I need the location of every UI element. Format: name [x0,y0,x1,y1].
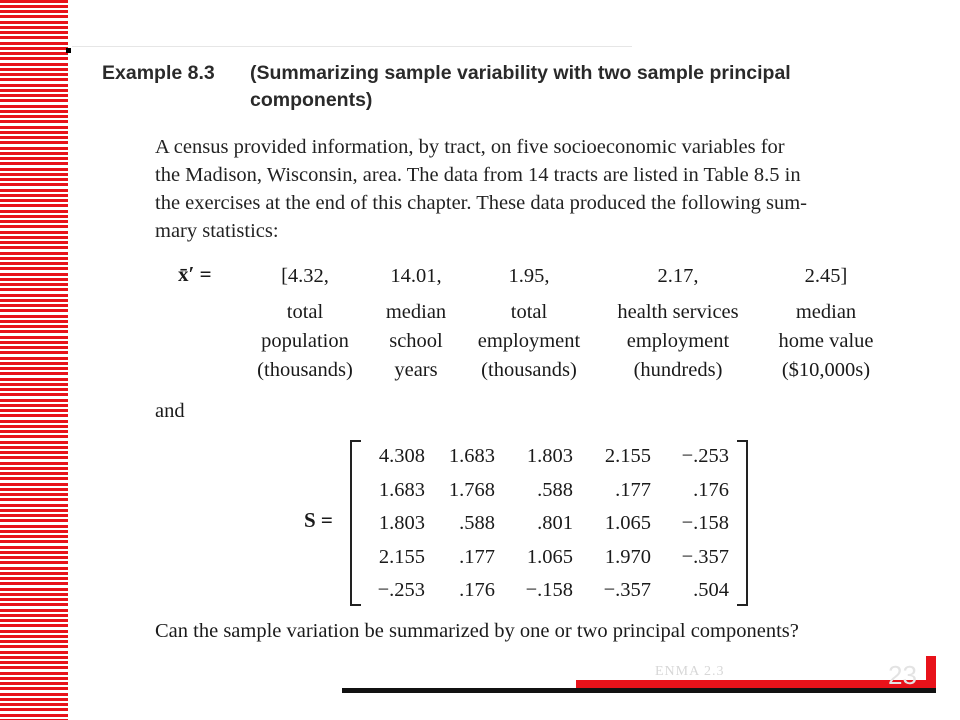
mean-value: 14.01, [390,265,442,287]
top-rule [72,46,632,47]
covariance-symbol: S = [304,508,333,532]
example-number: Example 8.3 [102,62,215,84]
corner-marker [66,48,71,53]
matrix-cell: 1.970 [604,545,651,568]
intro-line: mary statistics: [155,220,279,242]
intro-line: A census provided information, by tract, on five socioeconomic variables for [155,136,785,158]
footer-rule [342,688,936,693]
example-title: (Summarizing sample variability with two sample principal components) [250,62,791,111]
matrix-cell: 1.683 [448,445,495,467]
mean-desc: employment [477,330,581,352]
mean-desc: health services [617,301,739,323]
mean-desc: years [394,359,438,381]
matrix-cell: −.357 [681,545,729,568]
matrix-row [361,574,729,608]
page-number: 23 [888,660,917,690]
mean-vector-symbol: x̄′ = [178,262,212,286]
mean-desc: median [385,301,447,323]
matrix-cell: −.357 [603,579,651,602]
left-stripe-decoration [0,0,68,720]
mean-desc: employment [626,330,730,352]
mean-column [465,262,593,385]
matrix-cell: .176 [459,579,495,602]
matrix-cell: 1.683 [378,478,425,501]
matrix-right-bracket [737,440,748,606]
matrix-row [361,440,729,474]
intro-line: the Madison, Wisconsin, area. The data from 14 tracts are listed in Table 8.5 in [155,164,801,186]
mean-column [244,262,366,385]
covariance-matrix [361,440,729,608]
matrix-row [361,507,729,541]
matrix-cell: 1.768 [448,478,495,501]
matrix-cell: .177 [615,478,651,501]
mean-desc: (thousands) [257,359,353,381]
mean-value: 1.95, [508,265,550,287]
mean-desc: total [286,301,324,323]
matrix-cell: 1.065 [526,545,573,568]
mean-desc: home value [778,330,874,352]
matrix-left-bracket [350,440,361,606]
mean-column [372,262,460,385]
matrix-cell: −.158 [525,579,573,602]
mean-value: 2.17, [657,265,699,287]
matrix-cell: 2.155 [378,545,425,568]
matrix-row [361,541,729,575]
matrix-cell: −.158 [681,512,729,535]
matrix-cell: 4.308 [378,445,425,467]
mean-desc: ($10,000s) [781,359,871,381]
matrix-cell: 1.803 [378,512,425,535]
footer-label: ENMA 2.3 [655,664,725,679]
matrix-cell: .504 [693,579,729,602]
mean-desc: total [510,301,548,323]
mean-desc: median [795,301,857,323]
matrix-row [361,474,729,508]
mean-desc: (hundreds) [633,359,723,381]
mean-column [600,262,756,385]
matrix-cell: 1.065 [604,512,651,535]
footer-accent-corner [926,656,936,689]
mean-value: [4.32, [281,265,329,287]
matrix-cell: .588 [459,512,495,535]
question-text: Can the sample variation be summarized by one or two principal components? [155,620,799,642]
matrix-cell: .176 [693,478,729,501]
matrix-cell: .588 [537,478,573,501]
matrix-cell: 1.803 [526,445,573,467]
mean-value: 2.45] [804,265,848,287]
and-text: and [155,400,185,422]
matrix-cell: .177 [459,545,495,568]
mean-column [764,262,888,385]
matrix-cell: −.253 [377,579,425,602]
mean-desc: school [389,330,443,352]
matrix-cell: 2.155 [604,445,651,467]
intro-paragraph [155,133,915,245]
mean-desc: (thousands) [481,359,577,381]
matrix-cell: .801 [537,512,573,535]
matrix-cell: −.253 [681,445,729,467]
intro-line: the exercises at the end of this chapter. These data produced the following sum- [155,192,807,214]
mean-desc: population [261,330,349,352]
